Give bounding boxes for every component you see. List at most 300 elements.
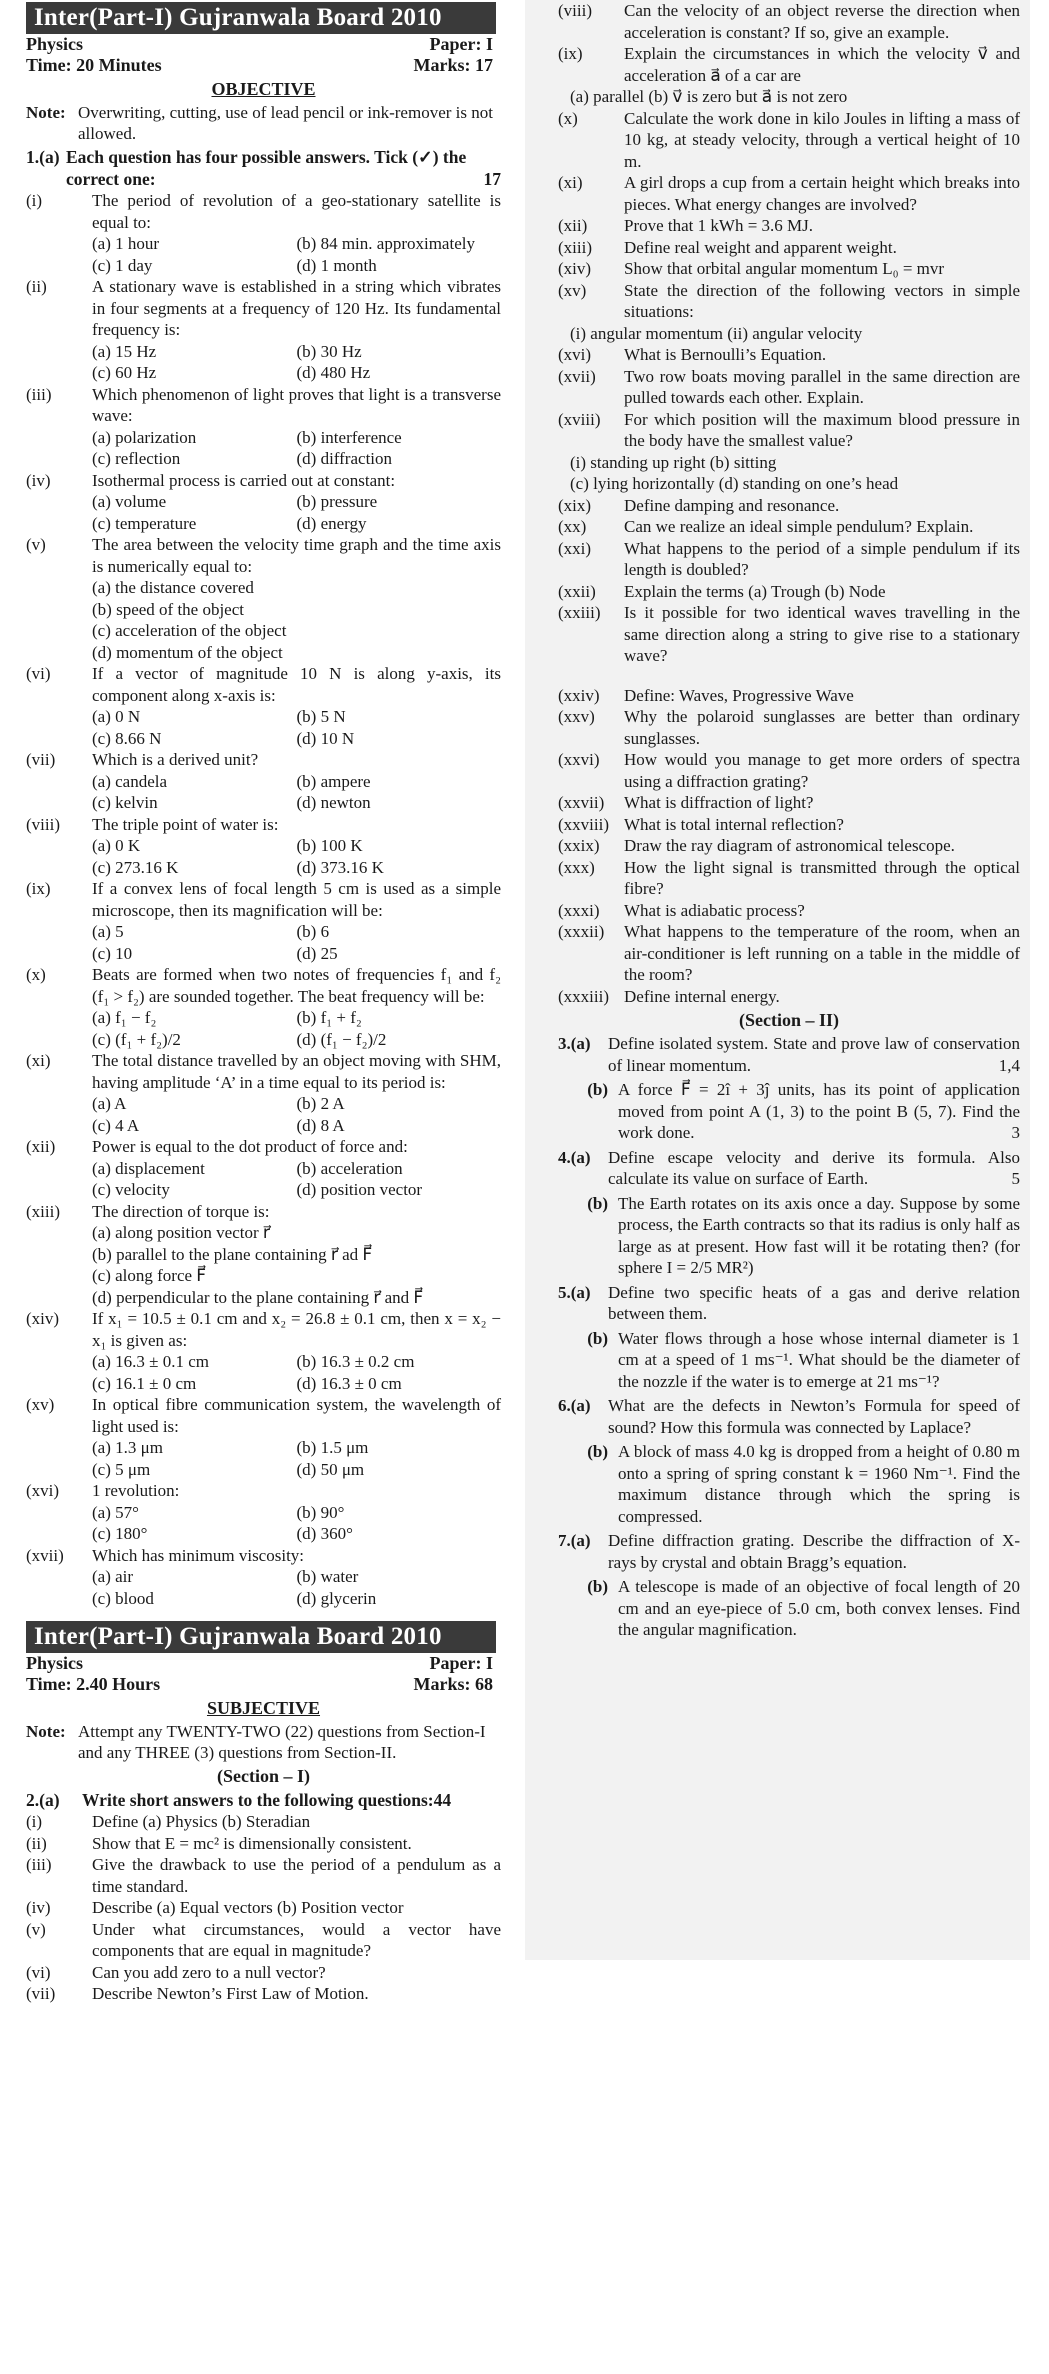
subjective-band-title: Inter(Part-I) Gujranwala Board 2010: [26, 1621, 496, 1653]
mcq-option: (b) 16.3 ± 0.2 cm: [296, 1352, 415, 1371]
mcq-option: (c) blood: [92, 1588, 154, 1608]
mcq-option: (a) A: [92, 1094, 127, 1113]
mcq-number: (xv): [26, 1395, 55, 1414]
long-question: [558, 1079, 1020, 1144]
mcq-body: [92, 1394, 501, 1480]
mcq-number: (v): [26, 535, 46, 554]
mcq-number: (xvii): [26, 1545, 64, 1565]
short-question: [558, 749, 1020, 792]
short-question-number: (xii): [558, 216, 588, 235]
mcq-number: (xiv): [26, 1309, 60, 1328]
mcq-stem: Which phenomenon of light proves that light is a transverse wave:: [92, 384, 501, 425]
long-question-body: [608, 1147, 1020, 1190]
mcq-options: [92, 1093, 501, 1136]
objective-question-marks: 17: [483, 169, 501, 189]
subjective-subject: Physics: [26, 1653, 84, 1673]
mcq-stem: The triple point of water is:: [92, 814, 279, 834]
long-question-number: 5.(a): [558, 1282, 591, 1302]
long-question-text: What are the defects in Newton’s Formula for speed of sound? How this formula was connected by Laplace?: [608, 1396, 1020, 1437]
long-question-number: (b): [587, 1577, 608, 1596]
mcq-body: [92, 1201, 501, 1309]
mcq-item: [26, 1480, 501, 1545]
short-question-text: Describe Newton’s First Law of Motion.: [92, 1984, 369, 2003]
mcq-number: (xi): [26, 1051, 51, 1070]
right-column: [525, 0, 1030, 1960]
mcq-options: [92, 341, 501, 384]
objective-note: [26, 102, 501, 144]
mcq-options: [92, 771, 501, 814]
mcq-option: (b) 100 K: [296, 836, 363, 855]
long-question-number: 4.(a): [558, 1147, 591, 1167]
mcq-stem: Isothermal process is carried out at constant:: [92, 470, 396, 490]
long-question: [558, 1441, 1020, 1527]
mcq-item: [26, 663, 501, 749]
mcq-option: (b) f₁ + f₂: [296, 1008, 362, 1027]
mcq-option: (d) (f₁ − f₂)/2: [296, 1029, 387, 1049]
mcq-item: [26, 470, 501, 535]
mcq-option: (a) displacement: [92, 1158, 205, 1178]
short-question: [558, 0, 1020, 43]
long-question: [558, 1147, 1020, 1190]
mcq-item: [26, 534, 501, 663]
long-question-body: [618, 1328, 1020, 1393]
mcq-option: (c) acceleration of the object: [92, 621, 287, 640]
short-question-text: Give the drawback to use the period of a pendulum as a time standard.: [92, 1855, 501, 1896]
short-question-number: (xxix): [558, 836, 600, 855]
long-question: [558, 1328, 1020, 1393]
mcq-option: (d) perpendicular to the plane containing r⃗ and F⃗: [92, 1287, 424, 1307]
short-question-number: (xxiii): [558, 603, 601, 622]
short-question: [558, 857, 1020, 900]
short-question-text: What is Bernoulli’s Equation.: [624, 345, 827, 364]
mcq-stem: Power is equal to the dot product of force and:: [92, 1137, 408, 1156]
mcq-option: (a) 16.3 ± 0.1 cm: [92, 1352, 209, 1371]
q2-head: [26, 1789, 501, 1811]
short-question-number: (xi): [558, 173, 583, 192]
short-question-text: Explain the terms (a) Trough (b) Node: [624, 581, 886, 601]
long-question-body: [608, 1530, 1020, 1573]
short-question: [558, 323, 1020, 345]
mcq-item: [26, 384, 501, 470]
short-question: [558, 814, 1020, 836]
short-question-text: Two row boats moving parallel in the same direction are pulled towards each other. Explain.: [624, 366, 1020, 407]
short-question: [558, 900, 1020, 922]
mcq-option: (c) 1 day: [92, 255, 153, 275]
mcq-option: (d) 50 μm: [296, 1459, 365, 1479]
mcq-option: (d) 480 Hz: [296, 363, 371, 382]
mcq-stem: If x₁ = 10.5 ± 0.1 cm and x₂ = 26.8 ± 0.1 cm, then x = x₂ − x₁ is given as:: [92, 1309, 501, 1350]
mcq-stem: If a convex lens of focal length 5 cm is used as a simple microscope, then its magnification will be:: [92, 879, 501, 920]
mcq-item: [26, 1545, 501, 1610]
objective-question-number: 1.(a): [26, 147, 60, 167]
short-question-text: Can we realize an ideal simple pendulum? Explain.: [624, 517, 974, 536]
long-question-marks: 1,4: [998, 1055, 1020, 1075]
long-question-body: [618, 1079, 1020, 1144]
short-question-text: Show that E = mc² is dimensionally consistent.: [92, 1833, 412, 1853]
long-question-body: [608, 1395, 1020, 1438]
short-question-text: Calculate the work done in kilo Joules in lifting a mass of 10 kg, at steady velocity, through a vertical height of 10 m.: [624, 108, 1020, 171]
long-question-text: Define escape velocity and derive its formula. Also calculate its value on surface of Earth.: [608, 1147, 1020, 1188]
short-question: [558, 452, 1020, 474]
mcq-option: (c) 5 μm: [92, 1459, 151, 1479]
mcq-option: (b) 2 A: [296, 1094, 345, 1113]
short-question: [26, 1983, 501, 2005]
mcq-options: [92, 1007, 501, 1050]
mcq-option: (a) 15 Hz: [92, 341, 157, 361]
mcq-option: (d) newton: [296, 793, 371, 812]
long-question-text: A force F⃗ = 2î + 3ĵ units, has its point of application moved from point A (1, 3) to the point B (5, 7). Find the work done.: [618, 1080, 1020, 1142]
objective-note-label: Note:: [26, 103, 66, 122]
mcq-option: (c) temperature: [92, 513, 197, 533]
short-question: [558, 516, 1020, 538]
mcq-options: [92, 1437, 501, 1480]
mcq-options: [92, 233, 501, 276]
short-question-text: Define internal energy.: [624, 986, 780, 1006]
long-question-marks: 5: [1011, 1169, 1020, 1188]
mcq-options: [92, 1158, 501, 1201]
mcq-option: (c) 4 A: [92, 1115, 140, 1135]
long-question-text: Define isolated system. State and prove law of conservation of linear momentum.: [608, 1034, 1020, 1075]
mcq-option: (d) 360°: [296, 1524, 353, 1543]
short-question-number: (xv): [558, 280, 587, 300]
objective-header-row-1: [26, 34, 501, 55]
mcq-item: [26, 276, 501, 384]
long-question: [558, 1530, 1020, 1573]
short-question-text: How would you manage to get more orders of spectra using a diffraction grating?: [624, 750, 1020, 791]
mcq-number: (ix): [26, 879, 51, 898]
objective-header-row-2: [26, 55, 501, 76]
mcq-option: (a) 0 K: [92, 836, 141, 855]
long-question-text: Water flows through a hose whose internal diameter is 1 cm at a speed of 1 ms⁻¹. What should be the diameter of the nozzle if the water is to emerge at 21 ms⁻¹?: [618, 1328, 1020, 1391]
short-question-text: (a) parallel (b) v⃗ is zero but a⃗ is not zero: [570, 87, 848, 106]
short-question-number: (vii): [26, 1984, 56, 2003]
mcq-number: (xii): [26, 1137, 56, 1156]
short-question: [558, 43, 1020, 86]
mcq-option: (b) interference: [296, 427, 402, 447]
short-question-number: (v): [26, 1919, 46, 1939]
mcq-number: (xvi): [26, 1481, 60, 1500]
subjective-time: Time: 2.40 Hours: [26, 1674, 161, 1694]
short-question: [558, 172, 1020, 215]
long-question-number: (b): [587, 1080, 608, 1099]
mcq-stem: Which is a derived unit?: [92, 750, 259, 769]
short-question-text: What is total internal reflection?: [624, 814, 844, 834]
short-question: [558, 258, 1020, 280]
mcq-body: [92, 964, 501, 1050]
long-question: [558, 1395, 1020, 1438]
long-question-text: The Earth rotates on its axis once a day. Suppose by some process, the Earth contracts so that its radius is only half as large as at present. How fast will it be rotating then? (for sphere I = 2/5 MR²): [618, 1193, 1020, 1277]
subjective-header-row-2: [26, 1674, 501, 1695]
mcq-option: (b) 1.5 μm: [296, 1438, 369, 1457]
mcq-option: (d) 25: [296, 943, 338, 963]
left-column: [26, 0, 501, 2005]
short-question-text: Why the polaroid sunglasses are better than ordinary sunglasses.: [624, 707, 1020, 748]
mcq-option: (a) air: [92, 1567, 134, 1586]
mcq-option: (a) the distance covered: [92, 578, 254, 597]
short-question: [558, 986, 1020, 1008]
mcq-option: (a) f₁ − f₂: [92, 1008, 157, 1027]
subjective-title: SUBJECTIVE: [206, 1698, 321, 1718]
mcq-stem: Beats are formed when two notes of frequencies f₁ and f₂ (f₁ > f₂) are sounded together. The beat frequency will be:: [92, 965, 501, 1006]
mcq-option: (a) 1 hour: [92, 234, 160, 253]
mcq-option: (a) 1.3 μm: [92, 1438, 163, 1457]
q2-text: Write short answers to the following questions:: [82, 1790, 434, 1810]
mcq-option: (d) position vector: [296, 1180, 423, 1199]
mcq-body: [92, 814, 501, 879]
short-question: [26, 1962, 501, 1984]
right-column-inner: [525, 0, 1030, 1641]
short-question-text: What happens to the temperature of the room, when an air-conditioner is left running on a table in the middle of the room?: [624, 922, 1020, 984]
objective-question-head: [26, 146, 501, 190]
mcq-option: (a) 5: [92, 922, 124, 941]
mcq-option: (b) 90°: [296, 1502, 345, 1522]
mcq-body: [92, 878, 501, 964]
mcq-stem: Which has minimum viscosity:: [92, 1545, 305, 1565]
mcq-option: (b) parallel to the plane containing r⃗ ad F⃗: [92, 1244, 373, 1264]
short-question-number: (iv): [26, 1898, 51, 1917]
mcq-number: (vi): [26, 664, 51, 683]
mcq-option: (d) 373.16 K: [296, 857, 384, 877]
short-question-text: What is adiabatic process?: [624, 900, 805, 920]
short-question-number: (xxiv): [558, 685, 600, 705]
long-question-body: [608, 1282, 1020, 1325]
objective-band-title: Inter(Part-I) Gujranwala Board 2010: [26, 2, 496, 34]
short-question-text: Describe (a) Equal vectors (b) Position vector: [92, 1898, 404, 1917]
short-questions-left: [26, 1811, 501, 2005]
short-question-number: (xxxi): [558, 900, 600, 920]
mcq-item: [26, 749, 501, 814]
short-question-text: What is diffraction of light?: [624, 793, 814, 812]
short-question-text: (c) lying horizontally (d) standing on one’s head: [570, 474, 899, 493]
objective-subject: Physics: [26, 34, 84, 54]
short-question: [558, 86, 1020, 108]
mcq-options: [92, 706, 501, 749]
mcq-option: (d) 1 month: [296, 255, 377, 275]
long-question-text: A block of mass 4.0 kg is dropped from a height of 0.80 m onto a spring of spring constant k = 1960 Nm⁻¹. Find the maximum distance through which the spring is compressed.: [618, 1442, 1020, 1526]
mcq-options: [92, 427, 501, 470]
long-question-number: (b): [587, 1193, 608, 1213]
mcq-option: (d) energy: [296, 513, 367, 533]
mcq-option: (b) pressure: [296, 492, 378, 511]
mcq-body: [92, 384, 501, 470]
subjective-note: [26, 1721, 501, 1763]
short-question: [558, 706, 1020, 749]
mcq-body: [92, 1480, 501, 1545]
short-question-number: (i): [26, 1812, 43, 1831]
mcq-option: (a) candela: [92, 771, 168, 791]
mcq-option: (d) 8 A: [296, 1115, 345, 1135]
mcq-body: [92, 1050, 501, 1136]
short-question-text: Can you add zero to a null vector?: [92, 1962, 326, 1982]
short-question-number: (xix): [558, 495, 592, 515]
long-questions: [558, 1033, 1020, 1641]
short-question-text: State the direction of the following vectors in simple situations:: [624, 280, 1020, 321]
short-question: [558, 581, 1020, 603]
short-question-text: Explain the circumstances in which the velocity v⃗ and acceleration a⃗ of a car are: [624, 44, 1020, 85]
mcq-option: (b) 6: [296, 922, 330, 941]
mcq-option: (a) 57°: [92, 1502, 139, 1522]
subjective-header-row-1: [26, 1653, 501, 1674]
short-question-text: For which position will the maximum blood pressure in the body have the smallest value?: [624, 409, 1020, 450]
short-question-text: Define: Waves, Progressive Wave: [624, 685, 854, 705]
mcq-option: (d) diffraction: [296, 449, 393, 468]
mcq-stem: The total distance travelled by an object moving with SHM, having amplitude ‘A’ in a time equal to its period is:: [92, 1051, 501, 1092]
short-question-number: (xiv): [558, 259, 592, 278]
short-question-text: Draw the ray diagram of astronomical telescope.: [624, 836, 955, 855]
mcq-number: (ii): [26, 277, 47, 296]
long-question-body: [618, 1193, 1020, 1279]
section-1-title: (Section – I): [217, 1766, 310, 1786]
long-question-number: 6.(a): [558, 1396, 591, 1415]
mcq-options: [92, 577, 501, 663]
mcq-number: (xiii): [26, 1201, 60, 1221]
section-2-title: (Section – II): [739, 1010, 839, 1030]
subjective-marks: Marks: 68: [413, 1674, 493, 1694]
long-question-text: Define two specific heats of a gas and derive relation between them.: [608, 1282, 1020, 1323]
subjective-note-text: Attempt any TWENTY-TWO (22) questions from Section-I and any THREE (3) questions from Section-II.: [78, 1722, 486, 1762]
mcq-stem: In optical fibre communication system, the wavelength of light used is:: [92, 1395, 501, 1436]
mcq-option: (a) polarization: [92, 427, 197, 447]
short-question-number: (xx): [558, 517, 587, 536]
long-question-number: (b): [587, 1328, 608, 1348]
short-questions-right: [558, 0, 1020, 1007]
mcq-option: (c) 16.1 ± 0 cm: [92, 1373, 197, 1393]
mcq-item: [26, 964, 501, 1050]
short-question: [558, 215, 1020, 237]
mcq-body: [92, 1308, 501, 1394]
short-question-number: (vi): [26, 1962, 51, 1982]
long-question: [558, 1193, 1020, 1279]
long-question-number: 3.(a): [558, 1034, 591, 1053]
short-question-number: (ii): [26, 1833, 47, 1853]
short-question-text: Prove that 1 kWh = 3.6 MJ.: [624, 216, 814, 235]
short-question-number: (x): [558, 108, 578, 128]
mcq-body: [92, 1545, 501, 1610]
mcq-option: (c) kelvin: [92, 793, 158, 812]
long-question-body: [618, 1576, 1020, 1641]
short-question: [26, 1919, 501, 1962]
mcq-option: (d) 10 N: [296, 728, 355, 748]
mcq-stem: A stationary wave is established in a string which vibrates in four segments at a frequency of 120 Hz. Its fundamental frequency is:: [92, 277, 501, 339]
short-question-number: (viii): [558, 1, 592, 20]
objective-question-instruction: [66, 146, 501, 190]
spacer: [26, 1609, 501, 1619]
mcq-body: [92, 534, 501, 663]
short-question-text: How the light signal is transmitted through the optical fibre?: [624, 857, 1020, 898]
short-question: [558, 280, 1020, 323]
mcq-body: [92, 470, 501, 535]
short-question: [26, 1811, 501, 1833]
short-question-text: Show that orbital angular momentum L₀ = mvr: [624, 259, 945, 278]
short-question-text: Is it possible for two identical waves travelling in the same direction along a string to give rise to a stationary wave?: [624, 603, 1020, 665]
short-question: [558, 473, 1020, 495]
short-question-number: (xxvii): [558, 793, 605, 812]
short-question-text: (i) standing up right (b) sitting: [570, 452, 777, 472]
mcq-options: [92, 491, 501, 534]
short-question-number: (xxviii): [558, 814, 609, 834]
mcq-option: (d) glycerin: [296, 1588, 377, 1608]
mcq-option: (b) speed of the object: [92, 599, 244, 619]
spacer: [558, 667, 1020, 685]
subjective-paper: Paper: I: [429, 1653, 493, 1673]
objective-paper: Paper: I: [429, 34, 493, 54]
short-question-number: (iii): [26, 1855, 52, 1874]
mcq-number: (iv): [26, 470, 51, 490]
q2-marks: 44: [433, 1790, 452, 1810]
short-question: [558, 366, 1020, 409]
short-question-number: (xxv): [558, 707, 595, 726]
mcq-option: (b) acceleration: [296, 1158, 403, 1178]
mcq-option: (b) 30 Hz: [296, 341, 362, 361]
short-question-number: (xxi): [558, 538, 592, 558]
short-question: [558, 344, 1020, 366]
short-question-number: (xviii): [558, 409, 601, 429]
mcq-list: [26, 190, 501, 1609]
mcq-number: (viii): [26, 814, 60, 834]
short-question-number: (xxxii): [558, 922, 605, 941]
mcq-option: (c) (f₁ + f₂)/2: [92, 1029, 181, 1049]
mcq-stem: If a vector of magnitude 10 N is along y-axis, its component along x-axis is:: [92, 664, 501, 705]
short-question-number: (xxii): [558, 581, 596, 601]
mcq-option: (d) momentum of the object: [92, 642, 283, 662]
mcq-stem: The area between the velocity time graph and the time axis is numerically equal to:: [92, 535, 501, 576]
long-question: [558, 1576, 1020, 1641]
mcq-number: (iii): [26, 384, 52, 404]
short-question: [26, 1854, 501, 1897]
mcq-option: (b) 84 min. approximately: [296, 234, 475, 253]
short-question-number: (xxxiii): [558, 986, 609, 1006]
mcq-option: (c) 8.66 N: [92, 728, 162, 748]
mcq-option: (b) ampere: [296, 771, 371, 791]
short-question-text: A girl drops a cup from a certain height which breaks into pieces. What energy changes are involved?: [624, 173, 1020, 214]
long-question-body: [608, 1033, 1020, 1076]
short-question-text: Define damping and resonance.: [624, 495, 840, 515]
mcq-options: [92, 1502, 501, 1545]
mcq-option: (c) 273.16 K: [92, 857, 179, 877]
mcq-stem: The direction of torque is:: [92, 1201, 270, 1221]
mcq-item: [26, 1201, 501, 1309]
long-question-text: Define diffraction grating. Describe the diffraction of X-rays by crystal and obtain Bragg’s equation.: [608, 1531, 1020, 1572]
mcq-option: (a) along position vector r⃗: [92, 1223, 270, 1242]
short-question-number: (xxvi): [558, 750, 600, 769]
short-question: [558, 921, 1020, 986]
long-question-number: (b): [587, 1442, 608, 1461]
mcq-body: [92, 749, 501, 814]
mcq-option: (c) 10: [92, 943, 133, 963]
q2-number: 2.(a): [26, 1790, 60, 1810]
mcq-option: (c) reflection: [92, 449, 181, 468]
long-question-body: [618, 1441, 1020, 1527]
mcq-option: (d) 16.3 ± 0 cm: [296, 1373, 402, 1393]
objective-note-text: Overwriting, cutting, use of lead pencil or ink-remover is not allowed.: [78, 103, 493, 143]
short-question-number: (ix): [558, 44, 583, 63]
short-question: [558, 835, 1020, 857]
mcq-number: (i): [26, 191, 43, 210]
long-question-text: A telescope is made of an objective of focal length of 20 cm and an eye-piece of 5.0 cm, both convex lenses. Find the angular magnification.: [618, 1577, 1020, 1639]
short-question-text: Define (a) Physics (b) Steradian: [92, 1812, 311, 1831]
objective-question-text: Each question has four possible answers. Tick (✓) the correct one:: [66, 147, 467, 189]
short-question: [558, 495, 1020, 517]
short-question: [26, 1833, 501, 1855]
mcq-option: (c) 180°: [92, 1524, 148, 1543]
mcq-option: (c) along force F⃗: [92, 1266, 207, 1285]
short-question-text: (i) angular momentum (ii) angular velocity: [570, 323, 863, 343]
short-question: [558, 237, 1020, 259]
long-question: [558, 1033, 1020, 1076]
short-question-number: (xvi): [558, 345, 592, 364]
short-question: [558, 792, 1020, 814]
mcq-item: [26, 1394, 501, 1480]
